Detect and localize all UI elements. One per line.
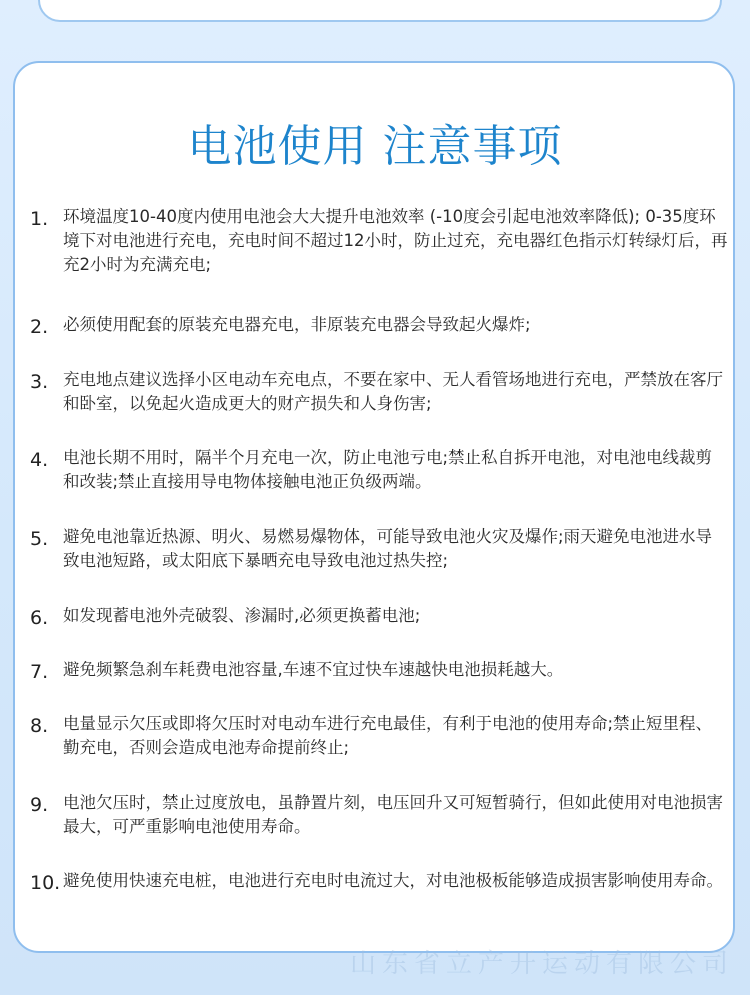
item-text: 电池长期不用时，隔半个月充电一次，防止电池亏电;禁止私自拆开电池，对电池电线裁剪和改装;禁止直接用导电物体接触电池正负级两端。 [63, 448, 713, 491]
item-number: 1. [30, 208, 49, 230]
item-number: 4. [30, 449, 49, 471]
item-number: 6. [30, 607, 49, 629]
item-text: 电量显示欠压或即将欠压时对电动车进行充电最佳，有利于电池的使用寿命;禁止短里程、勤充电，否则会造成电池寿命提前终止; [63, 714, 713, 757]
item-text: 环境温度10-40度内使用电池会大大提升电池效率 (-10度会引起电池效率降低); 0-35度环境下对电池进行充电，充电时间不超过12小时，防止过充，充电器红色指示灯转绿灯后，再充2小时为充满充电; [63, 207, 728, 274]
item-text: 避免频繁急刹车耗费电池容量,车速不宜过快车速越快电池损耗越大。 [63, 660, 564, 679]
item-text: 避免电池靠近热源、明火、易燃易爆物体，可能导致电池火灾及爆作;雨天避免电池进水导致电池短路，或太阳底下暴晒充电导致电池过热失控; [63, 527, 713, 570]
item-number: 7. [30, 661, 49, 683]
item-number: 8. [30, 715, 49, 737]
watermark: 山东省立产开运动有限公司 [350, 949, 735, 979]
item-text: 充电地点建议选择小区电动车充电点，不要在家中、无人看管场地进行充电，严禁放在客厅和卧室，以免起火造成更大的财产损失和人身伤害; [63, 370, 723, 413]
item-number: 9. [30, 794, 49, 816]
item-text: 必须使用配套的原装充电器充电，非原装充电器会导致起火爆炸; [63, 315, 531, 334]
item-number: 5. [30, 528, 49, 550]
item-text: 电池欠压时，禁止过度放电，虽静置片刻，电压回升又可短暂骑行，但如此使用对电池损害最大，可严重影响电池使用寿命。 [63, 793, 723, 836]
page-title: 电池使用 注意事项 [187, 121, 563, 172]
item-number: 3. [30, 371, 49, 393]
item-text: 避免使用快速充电桩，电池进行充电时电流过大，对电池极板能够造成损害影响使用寿命。 [63, 871, 723, 890]
item-number: 2. [30, 316, 49, 338]
top-panel-edge [38, 0, 722, 22]
item-text: 如发现蓄电池外壳破裂、渗漏时,必须更换蓄电池; [63, 606, 421, 625]
item-number: 10. [30, 872, 61, 894]
